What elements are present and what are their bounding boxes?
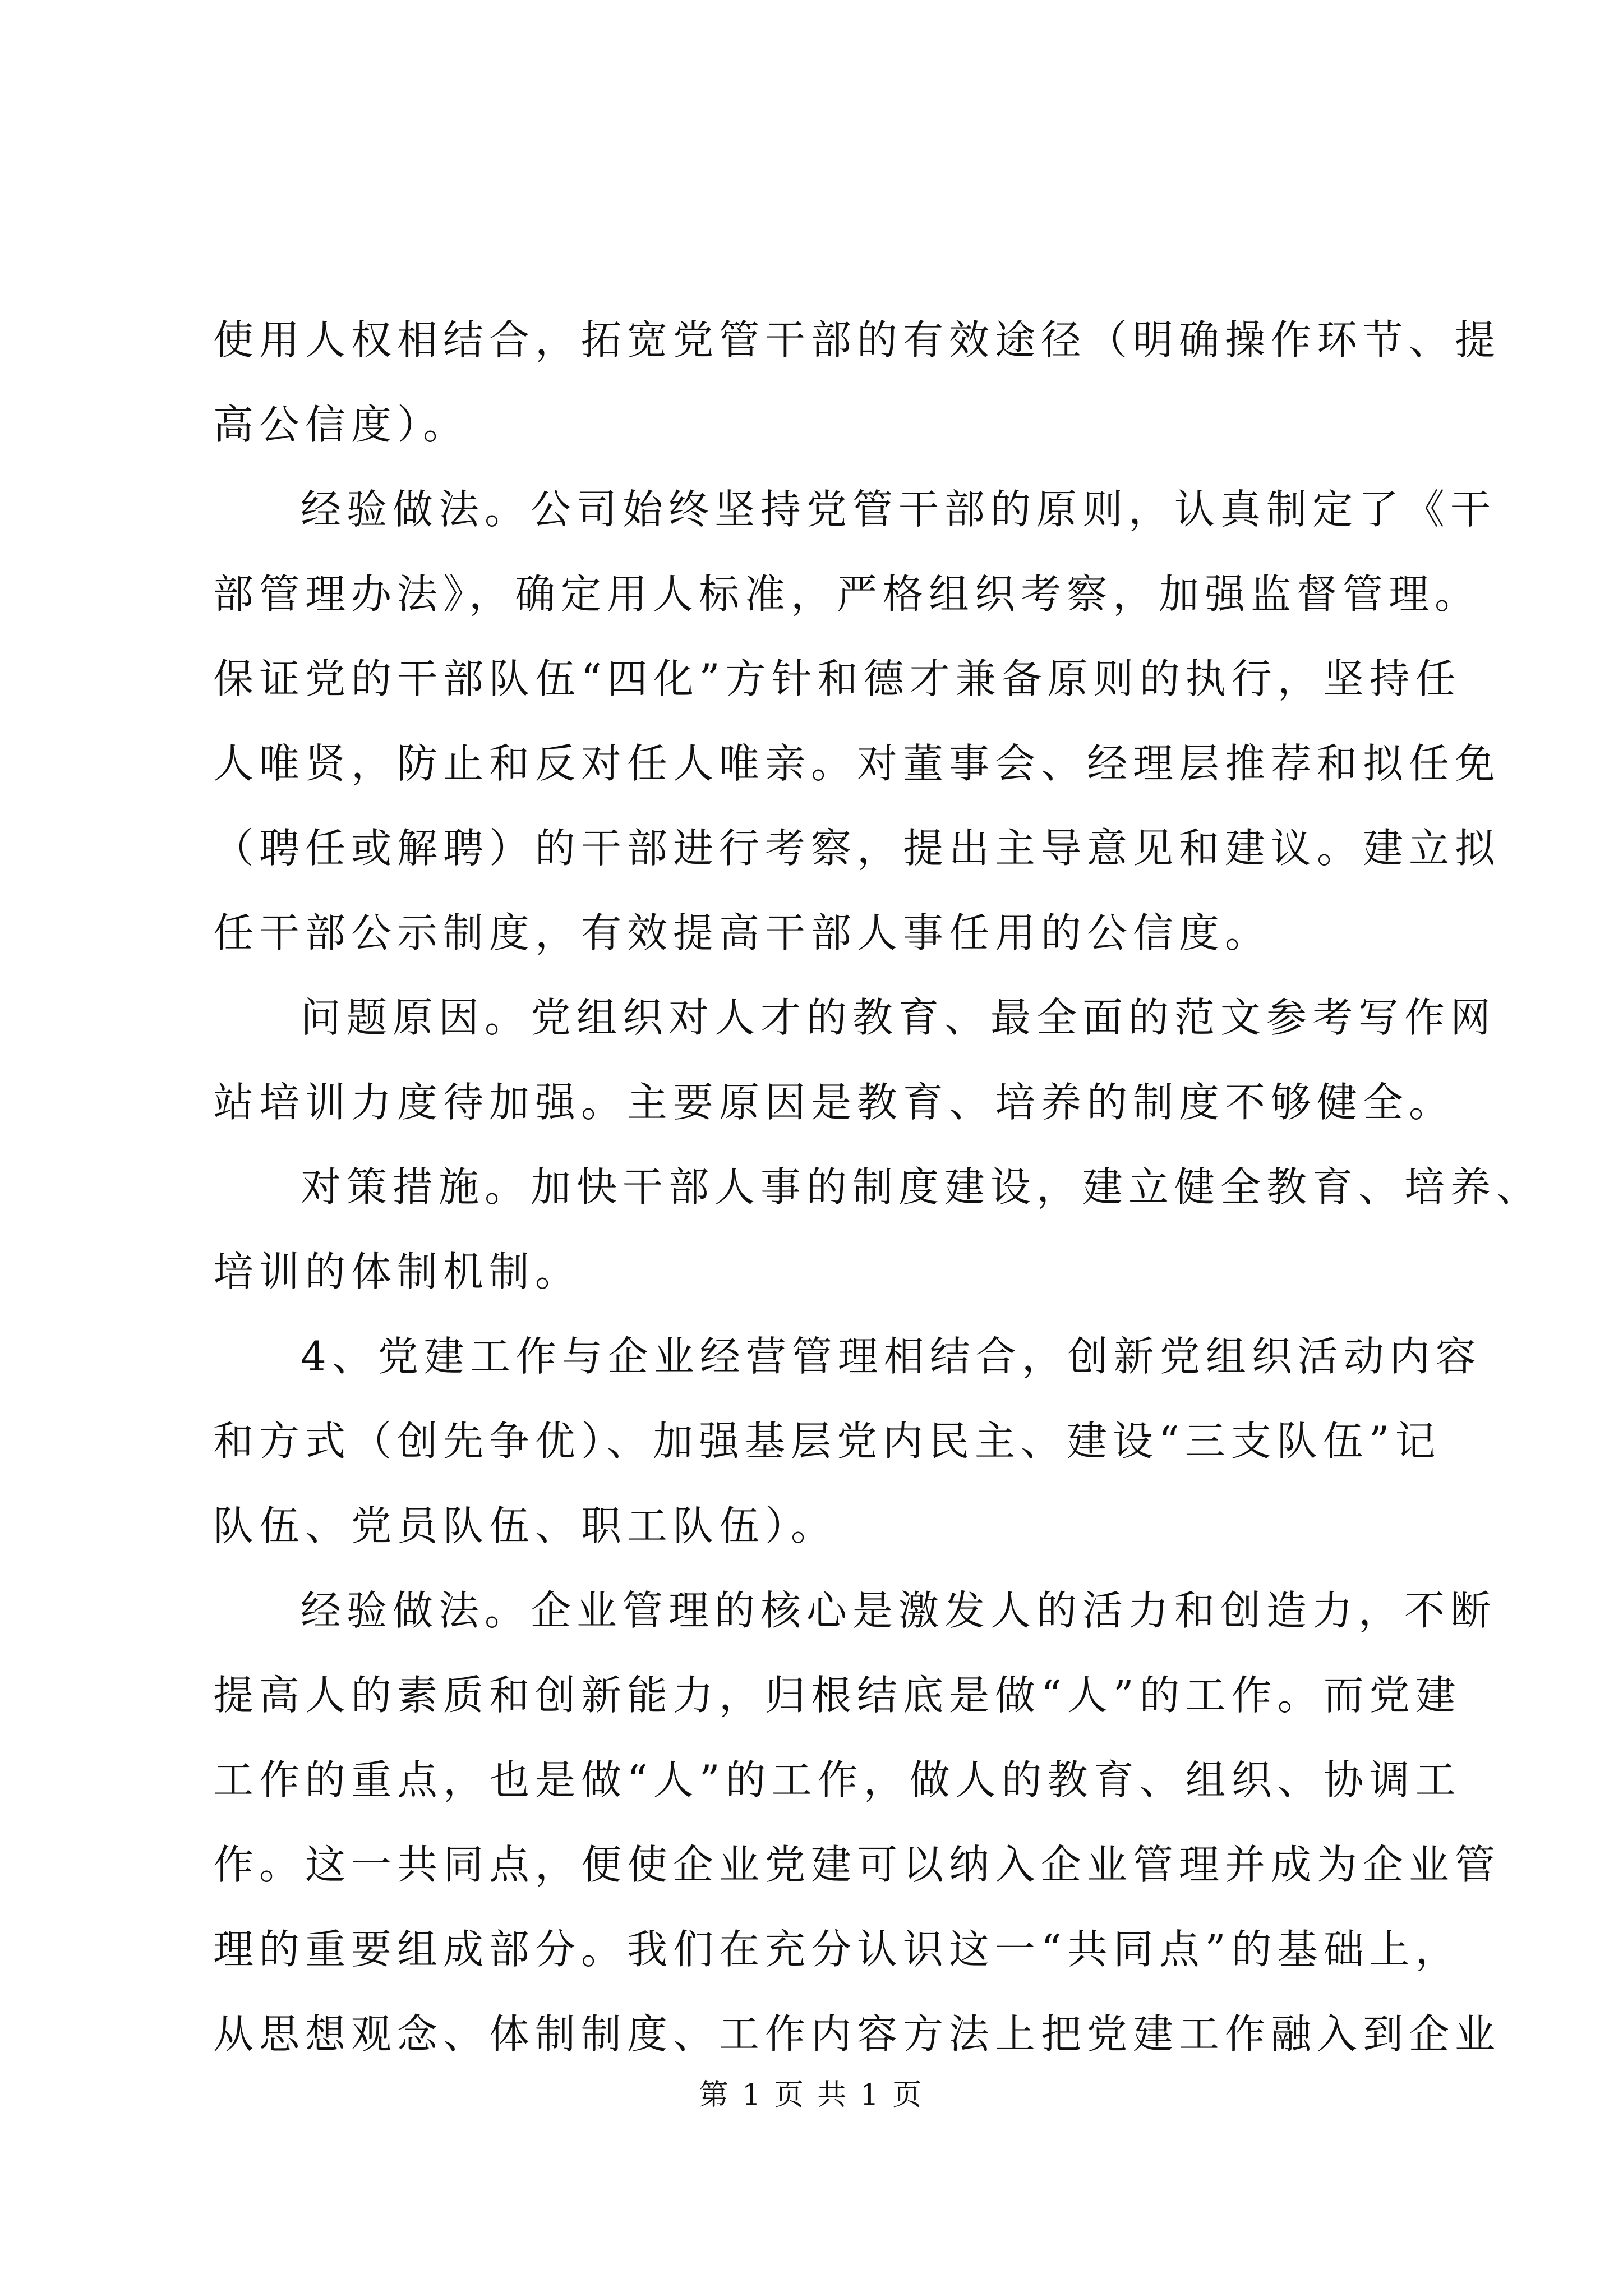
- text-line: （聘任或解聘）的干部进行考察，提出主导意见和建议。建立拟: [213, 825, 1501, 872]
- text-line: 和方式（创先争优）、加强基层党内民主、建设“三支队伍”记: [213, 1418, 1441, 1465]
- text-line: 对策措施。加快干部人事的制度建设，建立健全教育、培养、: [301, 1163, 1543, 1211]
- text-line: 培训的体制机制。: [213, 1248, 582, 1295]
- text-line: 问题原因。党组织对人才的教育、最全面的范文参考写作网: [301, 994, 1497, 1041]
- page-footer: 第 1 页 共 1 页: [699, 2078, 924, 2112]
- text-line: 保证党的干部队伍“四化”方针和德才兼备原则的执行，坚持任: [213, 655, 1461, 702]
- text-line: 使用人权相结合，拓宽党管干部的有效途径（明确操作环节、提: [213, 316, 1501, 364]
- text-line: 队伍、党员队伍、职工队伍）。: [213, 1502, 837, 1549]
- text-line: 站培训力度待加强。主要原因是教育、培养的制度不够健全。: [213, 1079, 1455, 1126]
- text-line: 部管理办法》，确定用人标准，严格组织考察，加强监督管理。: [213, 570, 1481, 618]
- text-line: 4、党建工作与企业经营管理相结合，创新党组织活动内容: [301, 1333, 1482, 1380]
- text-line: 经验做法。公司始终坚持党管干部的原则，认真制定了《干: [301, 486, 1497, 533]
- text-line: 理的重要组成部分。我们在充分认识这一“共同点”的基础上，: [213, 1926, 1461, 1973]
- text-line: 任干部公示制度，有效提高干部人事任用的公信度。: [213, 909, 1271, 956]
- text-line: 工作的重点，也是做“人”的工作，做人的教育、组织、协调工: [213, 1756, 1461, 1803]
- text-line: 高公信度）。: [213, 401, 469, 448]
- text-line: 提高人的素质和创新能力，归根结底是做“人”的工作。而党建: [213, 1672, 1461, 1719]
- text-line: 人唯贤，防止和反对任人唯亲。对董事会、经理层推荐和拟任免: [213, 740, 1501, 787]
- text-line: 从思想观念、体制制度、工作内容方法上把党建工作融入到企业: [213, 2010, 1501, 2058]
- text-line: 作。这一共同点，便使企业党建可以纳入企业管理并成为企业管: [213, 1841, 1501, 1888]
- text-line: 经验做法。企业管理的核心是激发人的活力和创造力，不断: [301, 1587, 1497, 1634]
